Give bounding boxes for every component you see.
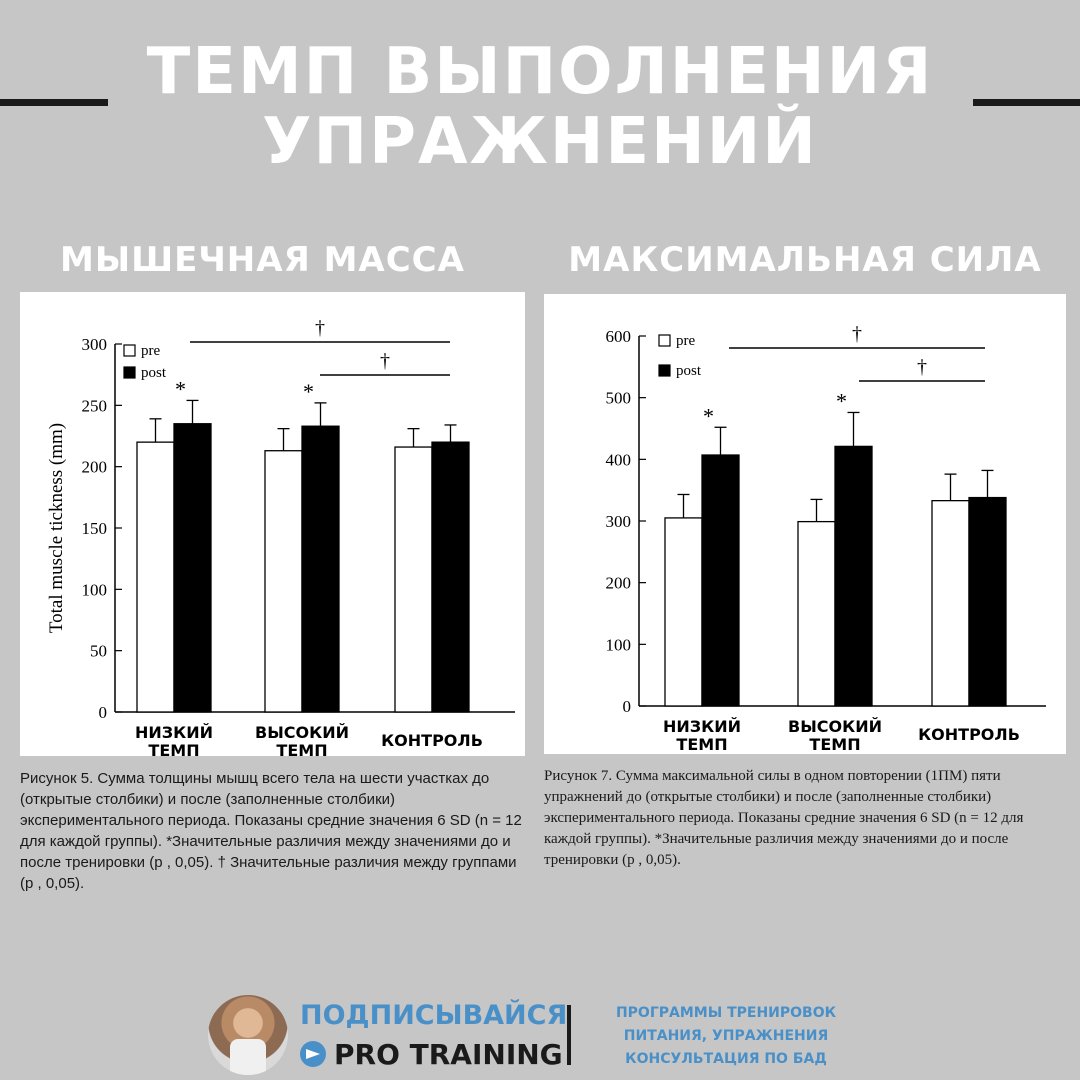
dagger-mark-1: † <box>315 317 325 339</box>
dagger-mark-2: † <box>380 350 390 372</box>
max-strength-chart <box>544 294 1066 754</box>
y-tick-label: 200 <box>605 573 631 593</box>
dagger-mark-2: † <box>917 356 927 378</box>
bar-pre <box>665 518 702 706</box>
category-label: НИЗКИЙ ТЕМП <box>134 723 214 756</box>
significance-star: * <box>175 376 186 402</box>
y-tick-label: 200 <box>81 457 107 477</box>
figure-5-caption: Рисунок 5. Сумма толщины мышц всего тела на шести участках до (открытые столбики) и после (заполненные столбики) экспериментального периода. Показаны средние значения 6 SD (n = 12 для каждой группы). *Значительные различия между значениями до и после тренировки (p , 0,05). † Значительные различия между группами (p , 0,05). <box>20 770 522 892</box>
brand-row[interactable] <box>300 1036 563 1072</box>
y-tick-label: 100 <box>81 580 107 600</box>
bar-post <box>702 455 739 706</box>
legend-swatch-post <box>124 367 135 378</box>
bar-post <box>969 498 1006 706</box>
page-title-line-1: ТЕМП ВЫПОЛНЕНИЯ <box>146 35 934 109</box>
title-rule-left <box>0 99 108 106</box>
category-label: КОНТРОЛЬ <box>381 731 483 750</box>
legend-swatch-post <box>659 365 670 376</box>
y-axis-label: Total muscle tickness (mm) <box>46 422 67 634</box>
bar-post <box>432 442 469 712</box>
y-tick-label: 500 <box>605 388 631 408</box>
page-title-line-2: УПРАЖНЕНИЙ <box>262 105 818 179</box>
bar-post <box>302 426 339 712</box>
legend-label-pre: pre <box>676 333 696 349</box>
y-tick-label: 600 <box>605 327 631 346</box>
y-tick-label: 150 <box>81 519 107 538</box>
dagger-mark-1: † <box>852 323 862 345</box>
figure-7-caption: Рисунок 7. Сумма максимальной силы в одном повторении (1ПМ) пяти упражнений до (открытые столбики) и после (заполненные столбики) экспериментального периода. Показаны средние значения 6 SD (n = 12 для каждой группы). *Значительные различия между значениями до и после тренировки (p , 0,05). <box>544 768 1024 868</box>
category-label: КОНТРОЛЬ <box>918 725 1020 744</box>
bar-pre <box>265 451 302 712</box>
muscle-mass-chart-panel <box>20 292 525 756</box>
y-tick-label: 0 <box>622 697 631 716</box>
max-strength-chart-panel <box>544 294 1066 754</box>
services-line-2: ПИТАНИЯ, УПРАЖНЕНИЯ <box>623 1028 829 1044</box>
services-list <box>596 1002 856 1071</box>
y-tick-label: 50 <box>90 641 107 661</box>
brand-name: PRO TRAINING <box>334 1037 563 1071</box>
y-tick-label: 400 <box>605 450 631 470</box>
bar-pre <box>137 442 174 712</box>
legend-swatch-pre <box>659 335 670 346</box>
bar-post <box>835 446 872 706</box>
muscle-mass-chart <box>20 292 525 756</box>
legend-label-pre: pre <box>141 343 161 359</box>
y-tick-label: 300 <box>605 512 631 531</box>
legend-label-post: post <box>141 365 167 381</box>
y-tick-label: 300 <box>81 335 107 354</box>
services-line-1: ПРОГРАММЫ ТРЕНИРОВОК <box>615 1005 837 1021</box>
y-tick-label: 0 <box>98 703 107 722</box>
y-tick-label: 100 <box>605 635 631 655</box>
legend-swatch-pre <box>124 345 135 356</box>
telegram-icon <box>300 1041 326 1067</box>
bar-pre <box>395 447 432 712</box>
significance-star: * <box>303 378 314 404</box>
subscribe-cta[interactable]: ПОДПИСЫВАЙСЯ <box>300 1000 568 1031</box>
category-label: ВЫСОКИЙ ТЕМП <box>788 717 882 754</box>
bar-pre <box>932 501 969 706</box>
footer-divider <box>567 1005 571 1065</box>
avatar <box>208 995 288 1075</box>
bar-pre <box>798 522 835 706</box>
category-label: ВЫСОКИЙ ТЕМП <box>255 723 349 756</box>
title-rule-right <box>973 99 1080 106</box>
right-panel-title: МАКСИМАЛЬНАЯ СИЛА <box>568 240 1042 280</box>
bar-post <box>174 424 211 712</box>
left-panel-title: МЫШЕЧНАЯ МАССА <box>60 240 465 280</box>
significance-star: * <box>836 388 847 414</box>
y-tick-label: 250 <box>81 396 107 416</box>
category-label: НИЗКИЙ ТЕМП <box>662 717 742 754</box>
legend-label-post: post <box>676 363 702 379</box>
significance-star: * <box>703 403 714 429</box>
services-line-3: КОНСУЛЬТАЦИЯ ПО БАД <box>625 1051 827 1067</box>
